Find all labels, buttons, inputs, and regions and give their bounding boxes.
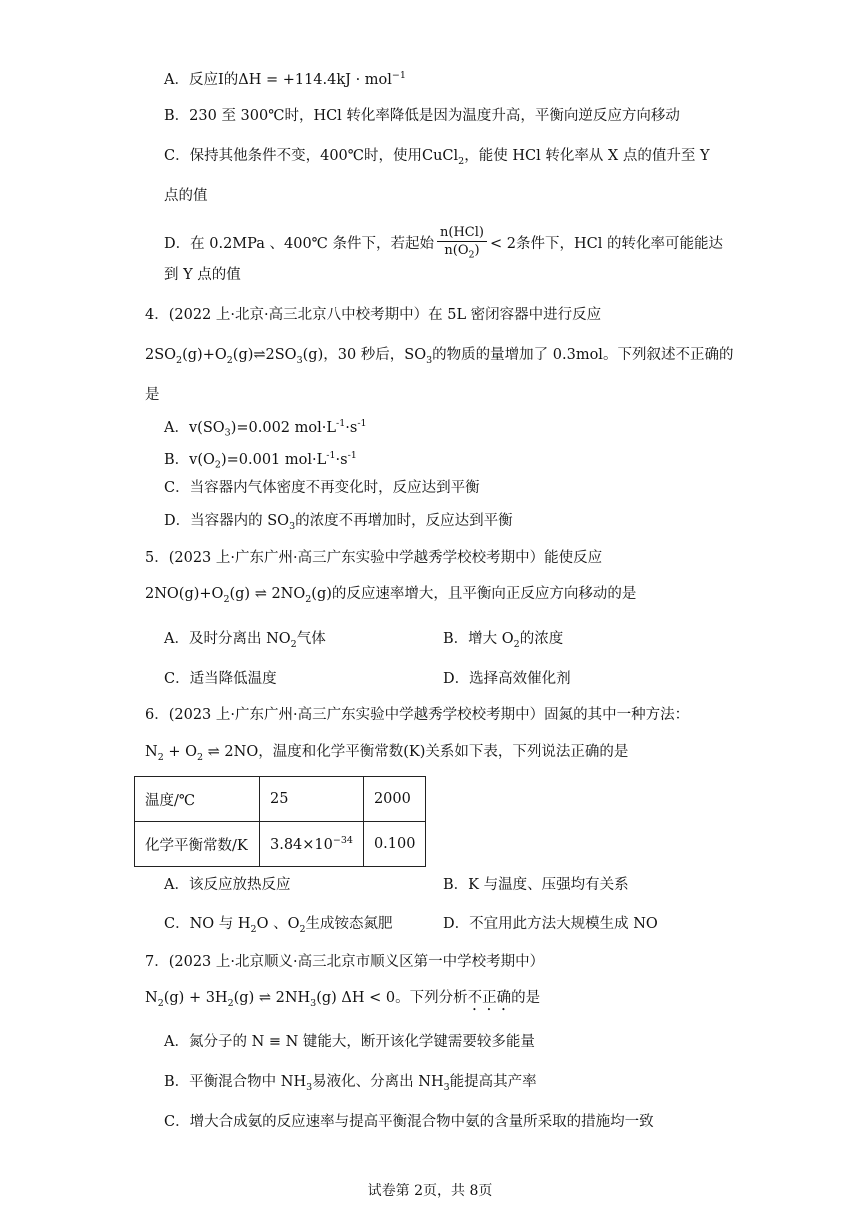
- q7-stem-equation: $N_2(g) + 3H_2(g)$ ⇌ $2NH_3(g) \Delta H < 0$。下列分析不正确的是: [145, 990, 541, 1009]
- table-cell: 温度/℃: [135, 777, 260, 822]
- q3-option-c-cont: 点的值: [164, 188, 208, 204]
- q3-fraction: $\frac{\text{n(HCl)}}{n(O_2)}$: [437, 224, 487, 264]
- q7-stem: 7．(2023 上·北京顺义·高三北京市顺义区第一中学校考期中）: [145, 954, 545, 970]
- table-cell: 25: [260, 777, 364, 822]
- q5-option-d: D．选择高效催化剂: [443, 671, 571, 687]
- table-row: [135, 777, 426, 822]
- q5-option-a: A．及时分离出 $NO_2$气体: [164, 631, 326, 650]
- q4-option-c: C．当容器内气体密度不再变化时，反应达到平衡: [164, 480, 480, 496]
- q6-option-c: C．NO 与 $H_2O$ 、$O_2$生成铵态氮肥: [164, 916, 393, 935]
- q5-option-b: B．增大 $O_2$的浓度: [443, 631, 564, 650]
- q3-option-b: B．230 至 300℃时，HCl 转化率降低是因为温度升高，平衡向逆反应方向移动: [164, 108, 680, 124]
- q3-option-d: D．在 0.2MPa 、400℃ 条件下，若起始 $\frac{\text{n(HCl)}}{n(O_2)}$ < 2条件下，HCl 的转化率可能能达: [164, 224, 723, 264]
- q5-stem: 5．(2023 上·广东广州·高三广东实验中学越秀学校校考期中）能使反应: [145, 550, 603, 566]
- q3-option-a: A．反应I的ΔH = +114.4kJ · mol$^{-1}$: [164, 70, 406, 88]
- q5-option-c: C．适当降低温度: [164, 671, 277, 687]
- table-cell: 化学平衡常数/K: [135, 822, 260, 867]
- q6-option-b: B．K 与温度、压强均有关系: [443, 877, 629, 893]
- q3-option-c: C．保持其他条件不变，400℃时，使用CuCl$_2$，能使 HCl 转化率从 X 点的值升至 Y: [164, 148, 710, 167]
- q4-stem: 4．(2022 上·北京·高三北京八中校考期中）在 5L 密闭容器中进行反应: [145, 307, 602, 323]
- q4-option-a: A．$v(SO_3)=0.002$ $mol\cdot L^{-1}\cdot s^{-1}$: [164, 418, 367, 439]
- equilibrium-constant-table: [134, 776, 426, 867]
- q7-option-c: C．增大合成氨的反应速率与提高平衡混合物中氨的含量所采取的措施均一致: [164, 1114, 654, 1130]
- table-cell: 2000: [363, 777, 426, 822]
- q6-option-d: D．不宜用此方法大规模生成 NO: [443, 916, 658, 932]
- q4-option-b: B．$v(O_2)=0.001$ $mol\cdot L^{-1}\cdot s^{-1}$: [164, 450, 357, 471]
- q7-option-b: B．平衡混合物中 $NH_3$易液化、分离出 $NH_3$能提高其产率: [164, 1074, 537, 1093]
- page-footer: 试卷第 2页，共 8页: [367, 1183, 493, 1199]
- q7-option-a: A．氮分子的 N ≡ N 键能大，断开该化学键需要较多能量: [164, 1034, 535, 1050]
- table-cell: 0.100: [363, 822, 426, 867]
- table-row: [135, 822, 426, 867]
- q4-option-d: D．当容器内的 $SO_3$的浓度不再增加时，反应达到平衡: [164, 513, 513, 532]
- q3-option-d-cont: 到 Y 点的值: [164, 267, 241, 283]
- q4-stem-equation: $2SO_2(g)+O_2(g)\rightleftharpoons 2SO_3(g)$，30 秒后，$SO_3$的物质的量增加了 0.3mol。下列叙述不正确的: [145, 347, 734, 366]
- q6-stem-equation: $N_2 + O_2$ ⇌ 2NO，温度和化学平衡常数(K)关系如下表，下列说法正确的是: [145, 744, 629, 763]
- q5-stem-equation: $2NO(g)+O_2(g)$ ⇌ $2NO_2(g)$的反应速率增大，且平衡向正反应方向移动的是: [145, 586, 637, 605]
- table-cell: $3.84\times 10^{-34}$: [260, 822, 364, 867]
- q6-stem: 6．(2023 上·广东广州·高三广东实验中学越秀学校校考期中）固氮的其中一种方法：: [145, 707, 690, 723]
- q4-stem-cont: 是: [145, 387, 160, 403]
- q6-option-a: A．该反应放热反应: [164, 877, 291, 893]
